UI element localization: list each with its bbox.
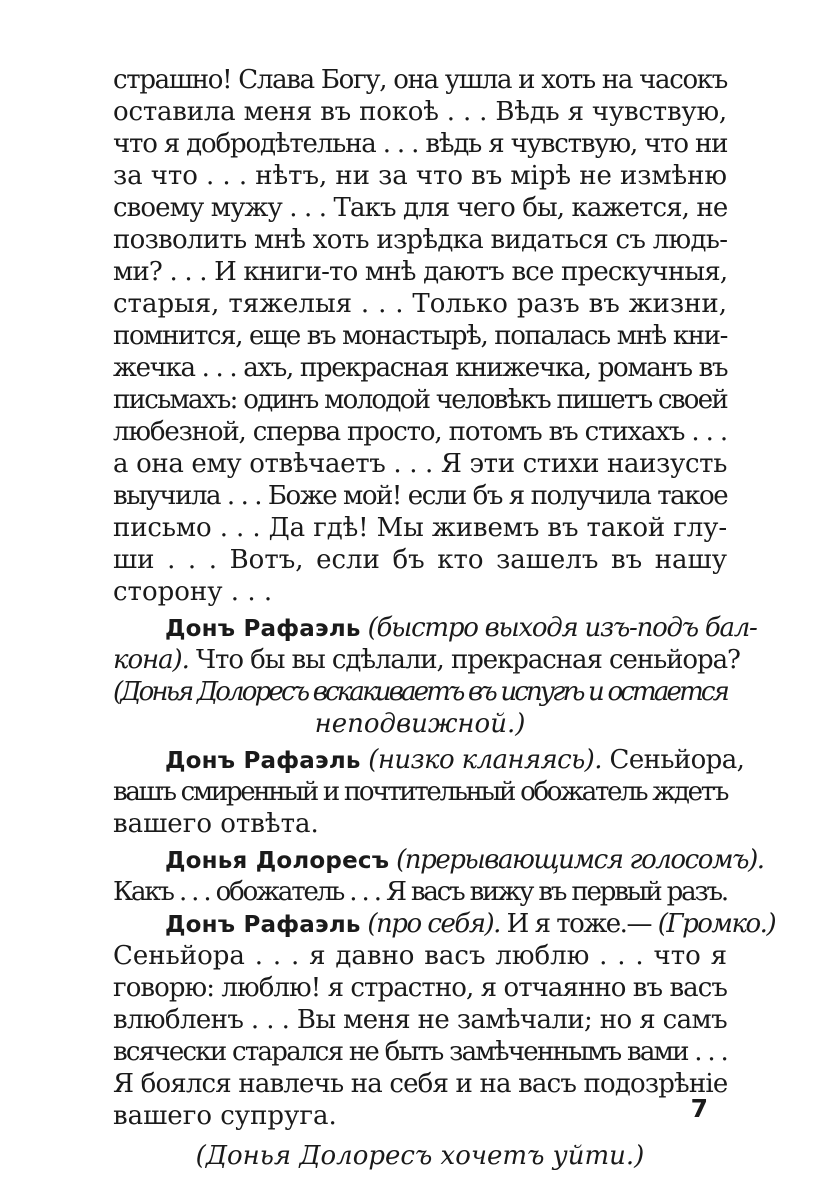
text-line: говорю: люблю! я страстно, я отчаянно въ васъ bbox=[113, 973, 727, 1003]
text-line: сторону . . . bbox=[113, 577, 273, 607]
stage-direction: неподвижной.) bbox=[314, 709, 526, 739]
final-stage-direction: (Донья Долоресъ хочетъ уйти.) bbox=[195, 1141, 645, 1171]
text-line: старыя, тяжелыя . . . Только разъ въ жизни, bbox=[113, 289, 727, 319]
page-number: 7 bbox=[690, 1094, 708, 1123]
text-line: оставила меня въ покоѣ . . . Вѣдь я чувствую, bbox=[113, 97, 727, 127]
speaker-name: Донъ Рафаэль bbox=[165, 616, 361, 642]
stage-direction: кона). bbox=[113, 645, 189, 675]
stage-direction: (Громко.) bbox=[657, 909, 776, 939]
stage-direction: (быстро выходя изъ-подъ бал- bbox=[367, 613, 757, 643]
speaker-line bbox=[165, 612, 757, 644]
text-line: позволить мнѣ хоть изрѣдка видаться съ людь- bbox=[113, 225, 728, 255]
speaker-line bbox=[165, 844, 764, 876]
speech-text: Что бы вы сдѣлали, прекрасная сеньйора? bbox=[196, 645, 740, 675]
text-line: Сеньйора . . . я давно васъ люблю . . . что я bbox=[113, 941, 727, 971]
speaker-line bbox=[165, 744, 745, 776]
text-line: жечка . . . ахъ, прекрасная книжечка, романъ въ bbox=[113, 353, 728, 383]
text-line: вашего отвѣта. bbox=[113, 809, 319, 839]
text-line: а она ему отвѣчаетъ . . . Я эти стихи наизусть bbox=[113, 449, 727, 479]
stage-direction: (Донья Долоресъ вскакиваетъ въ испугѣ и остается bbox=[113, 677, 727, 707]
stage-direction: (низко кланяясь). bbox=[368, 745, 602, 775]
text-line bbox=[113, 644, 740, 676]
text-line: выучила . . . Боже мой! если бъ я получила такое bbox=[113, 481, 728, 511]
speaker-line bbox=[165, 908, 776, 940]
speech-text: Сеньйора, bbox=[609, 745, 745, 775]
speaker-name: Донъ Рафаэль bbox=[165, 912, 361, 938]
stage-direction: (прерывающимся голосомъ). bbox=[396, 845, 764, 875]
text-line: Я боялся навлечь на себя и на васъ подозрѣніе bbox=[113, 1069, 728, 1099]
speaker-name: Донъ Рафаэль bbox=[165, 748, 361, 774]
text-line: страшно! Слава Богу, она ушла и хоть на часокъ bbox=[113, 65, 727, 95]
text-line: всячески старался не быть замѣченнымъ вами . . . bbox=[113, 1037, 727, 1067]
text-line: вашъ смиренный и почтительный обожатель ждетъ bbox=[113, 777, 728, 807]
text-line: письмахъ: одинъ молодой человѣкъ пишетъ своей bbox=[113, 385, 727, 415]
text-line: помнится, еще въ монастырѣ, попалась мнѣ кни- bbox=[113, 321, 727, 351]
text-line: Какъ . . . обожатель . . . Я васъ вижу въ первый разъ. bbox=[113, 877, 728, 907]
speech-text: И я тоже.— bbox=[506, 909, 651, 939]
text-line: что я добродѣтельна . . . вѣдь я чувствую, что ни bbox=[113, 129, 728, 159]
text-line: ми? . . . И книги-то мнѣ даютъ все прескучныя, bbox=[113, 257, 728, 287]
speaker-name: Донья Долоресъ bbox=[165, 848, 390, 874]
text-line: влюбленъ . . . Вы меня не замѣчали; но я самъ bbox=[113, 1005, 727, 1035]
text-line: ши . . . Вотъ, если бъ кто зашелъ въ нашу bbox=[113, 545, 727, 575]
text-line: за что . . . нѣтъ, ни за что въ мірѣ не измѣню bbox=[113, 161, 727, 191]
text-line: любезной, сперва просто, потомъ въ стихахъ . . . bbox=[113, 417, 728, 447]
text-line: своему мужу . . . Такъ для чего бы, кажется, не bbox=[113, 193, 728, 223]
stage-direction: (про себя). bbox=[367, 909, 500, 939]
text-line: вашего супруга. bbox=[113, 1101, 337, 1131]
text-line: письмо . . . Да гдѣ! Мы живемъ въ такой глу- bbox=[113, 513, 727, 543]
